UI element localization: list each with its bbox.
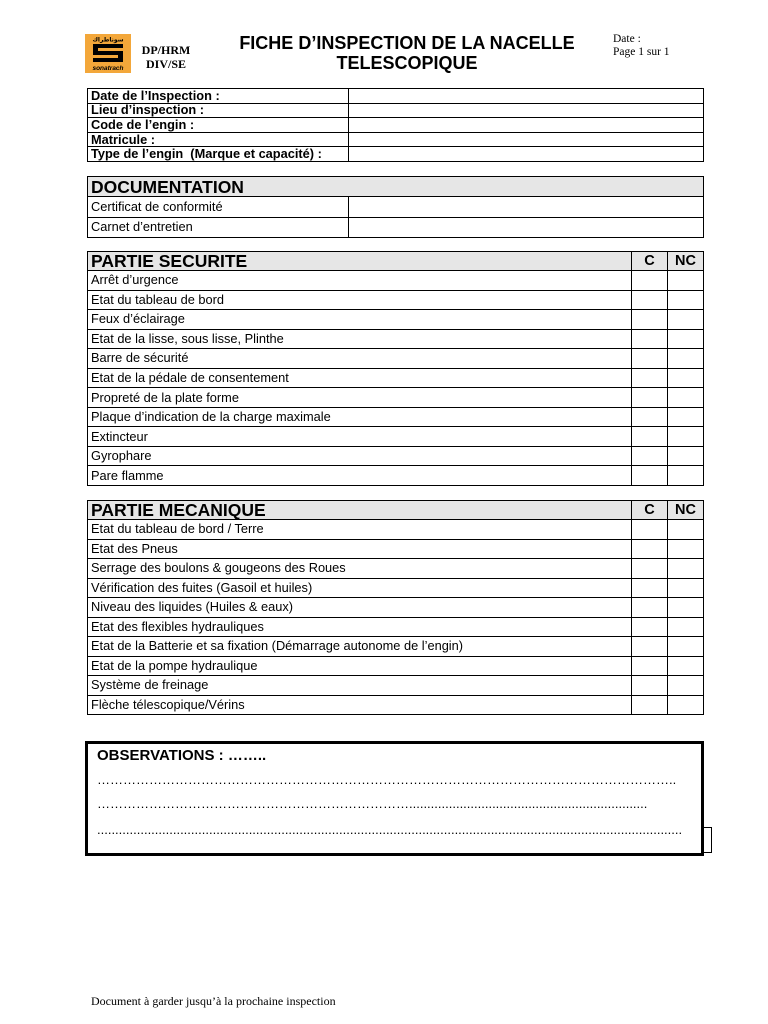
security-section-heading: PARTIE SECURITE: [88, 252, 632, 270]
security-item-label: Etat de la pédale de consentement: [88, 369, 632, 388]
observations-line: ………………………………………………………………..................................................................: [97, 796, 648, 811]
identification-row: [88, 132, 703, 147]
department-code: [136, 44, 196, 71]
non-conforme-check-cell: [668, 598, 703, 617]
mechanical-checklist-row: [88, 597, 703, 617]
conforme-check-cell: [632, 637, 668, 656]
mechanical-item-label: Vérification des fuites (Gasoil et huiles): [88, 579, 632, 598]
security-item-label: Arrêt d’urgence: [88, 271, 632, 290]
column-header-nc: NC: [675, 502, 696, 518]
non-conforme-check-cell: [668, 447, 703, 466]
non-conforme-check-cell: [668, 559, 703, 578]
mechanical-checklist-row: [88, 578, 703, 598]
security-checklist-row: [88, 329, 703, 349]
security-checklist-row: [88, 348, 703, 368]
conforme-check-cell: [632, 369, 668, 388]
mechanical-item-label: Etat de la pompe hydraulique: [88, 657, 632, 676]
non-conforme-check-cell: [668, 349, 703, 368]
identification-row: [88, 103, 703, 118]
security-header-row: [88, 252, 703, 270]
observations-box: [85, 741, 704, 856]
identification-label: Code de l’engin :: [88, 118, 349, 132]
identification-value-cell: [349, 104, 703, 118]
security-checklist-row: [88, 309, 703, 329]
documentation-row: [88, 196, 703, 217]
footer-note: Document à garder jusqu’à la prochaine inspection: [91, 994, 336, 1008]
logo-arabic-wordmark: سوناطراك: [92, 36, 124, 44]
conforme-check-cell: [632, 676, 668, 695]
conforme-check-cell: [632, 696, 668, 715]
non-conforme-check-cell: [668, 271, 703, 290]
security-checklist-row: [88, 290, 703, 310]
column-header-c: C: [632, 501, 668, 519]
security-item-label: Pare flamme: [88, 466, 632, 485]
conforme-check-cell: [632, 427, 668, 446]
conforme-check-cell: [632, 559, 668, 578]
mechanical-header-row: [88, 501, 703, 519]
identification-label: Matricule :: [88, 133, 349, 147]
non-conforme-check-cell: [668, 330, 703, 349]
identification-value-cell: [349, 147, 703, 161]
conforme-check-cell: [632, 447, 668, 466]
mechanical-checklist-row: [88, 695, 703, 715]
mechanical-item-label: Etat du tableau de bord / Terre: [88, 520, 632, 539]
conforme-check-cell: [632, 310, 668, 329]
mechanical-checklist-row: [88, 558, 703, 578]
identification-table: [87, 88, 704, 162]
mechanical-checklist-row: [88, 636, 703, 656]
non-conforme-check-cell: [668, 291, 703, 310]
security-item-label: Propreté de la plate forme: [88, 388, 632, 407]
non-conforme-check-cell: [668, 427, 703, 446]
non-conforme-check-cell: [668, 637, 703, 656]
conforme-check-cell: [632, 598, 668, 617]
document-title: [207, 34, 607, 73]
conforme-check-cell: [632, 271, 668, 290]
identification-row: [88, 117, 703, 132]
conforme-check-cell: [632, 657, 668, 676]
sonatrach-logo: [85, 34, 131, 73]
conforme-check-cell: [632, 330, 668, 349]
identification-row: [88, 146, 703, 161]
identification-value-cell: [349, 118, 703, 132]
non-conforme-check-cell: [668, 520, 703, 539]
non-conforme-check-cell: [668, 618, 703, 637]
mechanical-item-label: Système de freinage: [88, 676, 632, 695]
security-checklist-row: [88, 407, 703, 427]
non-conforme-check-cell: [668, 657, 703, 676]
identification-value-cell: [349, 89, 703, 103]
mechanical-item-label: Etat de la Batterie et sa fixation (Démarrage autonome de l’engin): [88, 637, 632, 656]
document-meta: [613, 33, 733, 59]
observations-line: ……………………………………………………………………………………………………………………..: [97, 772, 677, 787]
logo-symbol: [93, 44, 123, 62]
title-line: FICHE D’INSPECTION DE LA NACELLE: [239, 33, 575, 53]
column-header-nc: NC: [675, 253, 696, 269]
non-conforme-check-cell: [668, 579, 703, 598]
mechanical-item-label: Etat des flexibles hydrauliques: [88, 618, 632, 637]
security-item-label: Gyrophare: [88, 447, 632, 466]
non-conforme-check-cell: [668, 466, 703, 485]
security-checklist-row: [88, 446, 703, 466]
division-line: DIV/SE: [145, 56, 186, 71]
documentation-table: [87, 176, 704, 238]
documentation-item-label: Carnet d’entretien: [88, 218, 349, 238]
observations-label: OBSERVATIONS : ……..: [97, 747, 267, 764]
security-item-label: Etat du tableau de bord: [88, 291, 632, 310]
security-checklist-row: [88, 387, 703, 407]
conforme-check-cell: [632, 291, 668, 310]
conforme-check-cell: [632, 520, 668, 539]
non-conforme-check-cell: [668, 696, 703, 715]
conforme-check-cell: [632, 349, 668, 368]
department-line: DP/HRM: [141, 43, 191, 57]
identification-label: Type de l’engin (Marque et capacité) :: [88, 147, 349, 161]
mechanical-item-label: Serrage des boulons & gougeons des Roues: [88, 559, 632, 578]
observations-line: ..................................................................................................................................................................: [97, 822, 683, 837]
non-conforme-check-cell: [668, 540, 703, 559]
documentation-header-row: [88, 177, 703, 196]
conforme-check-cell: [632, 408, 668, 427]
title-line: TELESCOPIQUE: [336, 52, 478, 73]
mechanical-checklist-row: [88, 656, 703, 676]
conforme-check-cell: [632, 466, 668, 485]
documentation-item-label: Certificat de conformité: [88, 197, 349, 217]
documentation-heading: DOCUMENTATION: [91, 177, 244, 196]
documentation-value-cell: [349, 218, 703, 238]
security-checklist-row: [88, 270, 703, 290]
conforme-check-cell: [632, 540, 668, 559]
non-conforme-check-cell: [668, 310, 703, 329]
documentation-row: [88, 217, 703, 238]
conforme-check-cell: [632, 388, 668, 407]
mechanical-checklist-table: [87, 500, 704, 715]
security-item-label: Extincteur: [88, 427, 632, 446]
page-number: Page 1 sur 1: [613, 46, 670, 58]
mechanical-item-label: Niveau des liquides (Huiles & eaux): [88, 598, 632, 617]
mechanical-checklist-row: [88, 675, 703, 695]
column-header-c: C: [632, 252, 668, 270]
mechanical-section-heading: PARTIE MECANIQUE: [88, 501, 632, 519]
non-conforme-check-cell: [668, 408, 703, 427]
security-checklist-table: [87, 251, 704, 486]
mechanical-checklist-row: [88, 617, 703, 637]
logo-latin-wordmark: sonatrach: [92, 65, 124, 72]
identification-label: Lieu d’inspection :: [88, 104, 349, 118]
date-label: Date :: [613, 33, 641, 45]
non-conforme-check-cell: [668, 676, 703, 695]
mechanical-checklist-row: [88, 519, 703, 539]
security-item-label: Etat de la lisse, sous lisse, Plinthe: [88, 330, 632, 349]
mechanical-item-label: Flèche télescopique/Vérins: [88, 696, 632, 715]
security-item-label: Plaque d’indication de la charge maximale: [88, 408, 632, 427]
mechanical-item-label: Etat des Pneus: [88, 540, 632, 559]
non-conforme-check-cell: [668, 388, 703, 407]
mechanical-checklist-row: [88, 539, 703, 559]
identification-row: [88, 89, 703, 103]
conforme-check-cell: [632, 579, 668, 598]
non-conforme-check-cell: [668, 369, 703, 388]
security-checklist-row: [88, 368, 703, 388]
documentation-value-cell: [349, 197, 703, 217]
security-item-label: Feux d’éclairage: [88, 310, 632, 329]
identification-label: Date de l’Inspection :: [88, 89, 349, 103]
security-item-label: Barre de sécurité: [88, 349, 632, 368]
security-checklist-row: [88, 465, 703, 485]
security-checklist-row: [88, 426, 703, 446]
conforme-check-cell: [632, 618, 668, 637]
identification-value-cell: [349, 133, 703, 147]
